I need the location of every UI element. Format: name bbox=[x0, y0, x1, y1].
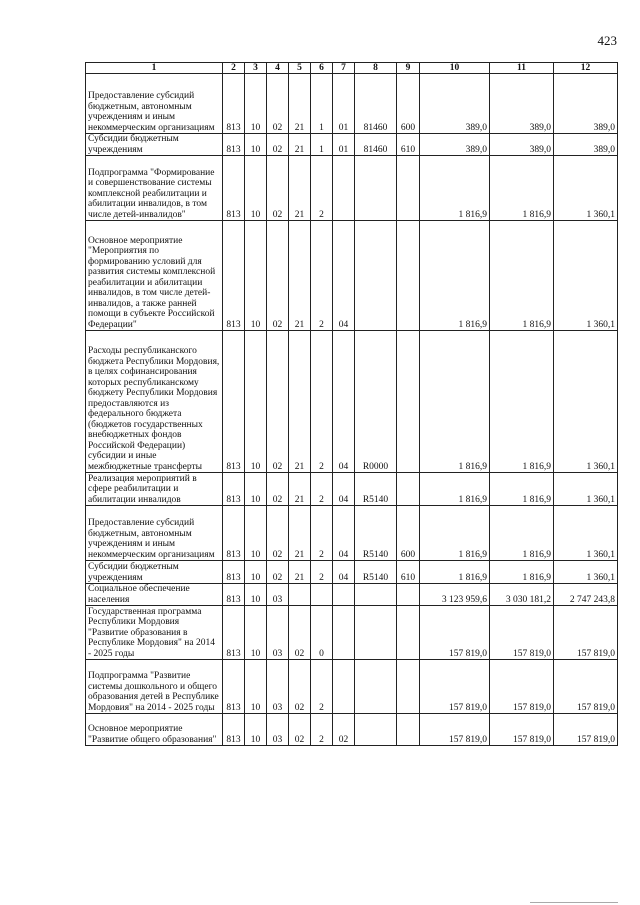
code-activity bbox=[333, 660, 355, 714]
code-subsection: 03 bbox=[267, 606, 289, 660]
amount-col-12: 2 747 243,8 bbox=[554, 584, 618, 606]
amount-col-12: 1 360,1 bbox=[554, 156, 618, 221]
page-number: 423 bbox=[597, 33, 617, 48]
amount-col-10: 1 816,9 bbox=[420, 331, 490, 473]
row-name: Подпрограмма "Развитие системы дошкольного и общего образования детей в Республике Мордовия" на 2014 - 2025 годы bbox=[86, 660, 223, 714]
row-name: Государственная программа Республики Мордовия "Развитие образования в Республике Мордовия" на 2014 - 2025 годы bbox=[86, 606, 223, 660]
row-name: Основное мероприятие "Развитие общего образования" bbox=[86, 714, 223, 746]
amount-col-11: 1 816,9 bbox=[490, 331, 554, 473]
code-program: 02 bbox=[289, 606, 311, 660]
code-section: 10 bbox=[245, 714, 267, 746]
amount-col-12: 389,0 bbox=[554, 74, 618, 134]
row-name: Субсидии бюджетным учреждениям bbox=[86, 561, 223, 584]
amount-col-11: 389,0 bbox=[490, 134, 554, 156]
code-subprogram: 2 bbox=[311, 221, 333, 331]
code-section: 10 bbox=[245, 561, 267, 584]
header-cell: 1 bbox=[86, 63, 223, 74]
amount-col-10: 157 819,0 bbox=[420, 714, 490, 746]
row-name: Субсидии бюджетным учреждениям bbox=[86, 134, 223, 156]
row-name: Предоставление субсидий бюджетным, автономным учреждениям и иным некоммерческим организациям bbox=[86, 506, 223, 561]
code-activity bbox=[333, 156, 355, 221]
code-expense-type bbox=[397, 714, 420, 746]
code-direction: R0000 bbox=[355, 331, 397, 473]
code-program: 02 bbox=[289, 714, 311, 746]
code-subprogram: 2 bbox=[311, 331, 333, 473]
code-section: 10 bbox=[245, 473, 267, 506]
code-section: 10 bbox=[245, 74, 267, 134]
code-subprogram: 2 bbox=[311, 714, 333, 746]
row-name: Предоставление субсидий бюджетным, автономным учреждениям и иным некоммерческим организациям bbox=[86, 74, 223, 134]
amount-col-11: 1 816,9 bbox=[490, 473, 554, 506]
amount-col-11: 157 819,0 bbox=[490, 714, 554, 746]
code-ministry: 813 bbox=[223, 221, 245, 331]
row-name: Расходы республиканского бюджета Республики Мордовия, в целях софинансирования которых республиканскому бюджету Республики Мордовия предоставляются из федерального бюджета (бюджетов государственных внебюджетных фондов Российской Федерации) субсидии и иные межбюджетные трансферты bbox=[86, 331, 223, 473]
code-program bbox=[289, 584, 311, 606]
table-row bbox=[86, 74, 618, 134]
amount-col-12: 389,0 bbox=[554, 134, 618, 156]
code-subprogram: 2 bbox=[311, 660, 333, 714]
header-cell: 3 bbox=[245, 63, 267, 74]
code-expense-type bbox=[397, 660, 420, 714]
code-section: 10 bbox=[245, 221, 267, 331]
row-name: Социальное обеспечение населения bbox=[86, 584, 223, 606]
code-expense-type bbox=[397, 331, 420, 473]
code-subsection: 02 bbox=[267, 506, 289, 561]
code-expense-type: 600 bbox=[397, 74, 420, 134]
amount-col-10: 389,0 bbox=[420, 74, 490, 134]
amount-col-12: 1 360,1 bbox=[554, 561, 618, 584]
table-row bbox=[86, 714, 618, 746]
table-row bbox=[86, 473, 618, 506]
amount-col-10: 389,0 bbox=[420, 134, 490, 156]
row-name: Подпрограмма "Формирование и совершенствование системы комплексной реабилитации и абилитации инвалидов, в том числе детей-инвалидов" bbox=[86, 156, 223, 221]
row-name: Основное мероприятие "Мероприятия по формированию условий для развития системы комплексной реабилитации и абилитации инвалидов, в том числе детей-инвалидов, а также ранней помощи в субъекте Российской Федерации" bbox=[86, 221, 223, 331]
code-direction: R5140 bbox=[355, 506, 397, 561]
code-ministry: 813 bbox=[223, 660, 245, 714]
code-ministry: 813 bbox=[223, 331, 245, 473]
code-subprogram: 1 bbox=[311, 134, 333, 156]
code-program: 21 bbox=[289, 331, 311, 473]
code-program: 02 bbox=[289, 660, 311, 714]
row-name: Реализация мероприятий в сфере реабилитации и абилитации инвалидов bbox=[86, 473, 223, 506]
code-subprogram: 1 bbox=[311, 74, 333, 134]
header-cell: 2 bbox=[223, 63, 245, 74]
amount-col-11: 389,0 bbox=[490, 74, 554, 134]
code-subsection: 02 bbox=[267, 331, 289, 473]
code-subsection: 02 bbox=[267, 74, 289, 134]
code-activity bbox=[333, 606, 355, 660]
code-program: 21 bbox=[289, 221, 311, 331]
code-subsection: 02 bbox=[267, 473, 289, 506]
code-section: 10 bbox=[245, 606, 267, 660]
header-cell: 5 bbox=[289, 63, 311, 74]
amount-col-12: 1 360,1 bbox=[554, 221, 618, 331]
table-row bbox=[86, 584, 618, 606]
header-cell: 4 bbox=[267, 63, 289, 74]
amount-col-11: 1 816,9 bbox=[490, 221, 554, 331]
header-row bbox=[86, 63, 618, 74]
code-section: 10 bbox=[245, 156, 267, 221]
code-subsection: 03 bbox=[267, 584, 289, 606]
footer-line bbox=[530, 902, 618, 903]
code-direction bbox=[355, 156, 397, 221]
code-subsection: 02 bbox=[267, 156, 289, 221]
code-subprogram: 2 bbox=[311, 506, 333, 561]
code-expense-type: 610 bbox=[397, 561, 420, 584]
code-activity: 04 bbox=[333, 473, 355, 506]
header-cell: 6 bbox=[311, 63, 333, 74]
code-section: 10 bbox=[245, 134, 267, 156]
code-activity: 01 bbox=[333, 74, 355, 134]
code-section: 10 bbox=[245, 506, 267, 561]
code-activity: 04 bbox=[333, 561, 355, 584]
code-subsection: 03 bbox=[267, 660, 289, 714]
code-section: 10 bbox=[245, 584, 267, 606]
code-direction bbox=[355, 660, 397, 714]
code-ministry: 813 bbox=[223, 506, 245, 561]
code-program: 21 bbox=[289, 561, 311, 584]
code-activity bbox=[333, 584, 355, 606]
table-row bbox=[86, 331, 618, 473]
code-expense-type: 600 bbox=[397, 506, 420, 561]
code-program: 21 bbox=[289, 156, 311, 221]
table-row bbox=[86, 156, 618, 221]
code-ministry: 813 bbox=[223, 584, 245, 606]
code-subsection: 02 bbox=[267, 221, 289, 331]
code-subprogram: 2 bbox=[311, 473, 333, 506]
code-expense-type bbox=[397, 584, 420, 606]
budget-table bbox=[85, 62, 618, 746]
code-activity: 02 bbox=[333, 714, 355, 746]
amount-col-12: 1 360,1 bbox=[554, 506, 618, 561]
amount-col-10: 1 816,9 bbox=[420, 473, 490, 506]
code-ministry: 813 bbox=[223, 606, 245, 660]
code-direction: 81460 bbox=[355, 134, 397, 156]
code-program: 21 bbox=[289, 506, 311, 561]
code-direction: 81460 bbox=[355, 74, 397, 134]
amount-col-12: 1 360,1 bbox=[554, 473, 618, 506]
code-subsection: 03 bbox=[267, 714, 289, 746]
code-ministry: 813 bbox=[223, 156, 245, 221]
code-subsection: 02 bbox=[267, 561, 289, 584]
amount-col-11: 3 030 181,2 bbox=[490, 584, 554, 606]
amount-col-10: 1 816,9 bbox=[420, 561, 490, 584]
amount-col-12: 157 819,0 bbox=[554, 606, 618, 660]
table-row bbox=[86, 660, 618, 714]
code-direction bbox=[355, 714, 397, 746]
code-program: 21 bbox=[289, 134, 311, 156]
amount-col-10: 1 816,9 bbox=[420, 156, 490, 221]
code-direction bbox=[355, 606, 397, 660]
code-subsection: 02 bbox=[267, 134, 289, 156]
amount-col-11: 1 816,9 bbox=[490, 561, 554, 584]
code-expense-type bbox=[397, 156, 420, 221]
code-ministry: 813 bbox=[223, 74, 245, 134]
table-row bbox=[86, 134, 618, 156]
amount-col-12: 157 819,0 bbox=[554, 714, 618, 746]
header-cell: 8 bbox=[355, 63, 397, 74]
code-expense-type bbox=[397, 606, 420, 660]
code-activity: 04 bbox=[333, 221, 355, 331]
amount-col-10: 157 819,0 bbox=[420, 606, 490, 660]
amount-col-11: 157 819,0 bbox=[490, 606, 554, 660]
code-activity: 04 bbox=[333, 506, 355, 561]
header-cell: 12 bbox=[554, 63, 618, 74]
table-row bbox=[86, 506, 618, 561]
amount-col-10: 1 816,9 bbox=[420, 221, 490, 331]
amount-col-12: 157 819,0 bbox=[554, 660, 618, 714]
amount-col-11: 157 819,0 bbox=[490, 660, 554, 714]
code-program: 21 bbox=[289, 74, 311, 134]
header-cell: 7 bbox=[333, 63, 355, 74]
code-expense-type: 610 bbox=[397, 134, 420, 156]
amount-col-11: 1 816,9 bbox=[490, 156, 554, 221]
code-activity: 01 bbox=[333, 134, 355, 156]
header-cell: 11 bbox=[490, 63, 554, 74]
code-expense-type bbox=[397, 473, 420, 506]
amount-col-10: 157 819,0 bbox=[420, 660, 490, 714]
code-ministry: 813 bbox=[223, 473, 245, 506]
header-cell: 10 bbox=[420, 63, 490, 74]
code-program: 21 bbox=[289, 473, 311, 506]
code-section: 10 bbox=[245, 331, 267, 473]
amount-col-10: 1 816,9 bbox=[420, 506, 490, 561]
code-direction: R5140 bbox=[355, 473, 397, 506]
table-row bbox=[86, 561, 618, 584]
code-subprogram: 0 bbox=[311, 606, 333, 660]
code-section: 10 bbox=[245, 660, 267, 714]
code-direction bbox=[355, 221, 397, 331]
amount-col-12: 1 360,1 bbox=[554, 331, 618, 473]
code-direction: R5140 bbox=[355, 561, 397, 584]
code-subprogram: 2 bbox=[311, 561, 333, 584]
code-subprogram bbox=[311, 584, 333, 606]
table-row bbox=[86, 221, 618, 331]
code-activity: 04 bbox=[333, 331, 355, 473]
code-subprogram: 2 bbox=[311, 156, 333, 221]
header-cell: 9 bbox=[397, 63, 420, 74]
code-ministry: 813 bbox=[223, 134, 245, 156]
code-direction bbox=[355, 584, 397, 606]
code-expense-type bbox=[397, 221, 420, 331]
code-ministry: 813 bbox=[223, 561, 245, 584]
amount-col-10: 3 123 959,6 bbox=[420, 584, 490, 606]
code-ministry: 813 bbox=[223, 714, 245, 746]
amount-col-11: 1 816,9 bbox=[490, 506, 554, 561]
table-row bbox=[86, 606, 618, 660]
